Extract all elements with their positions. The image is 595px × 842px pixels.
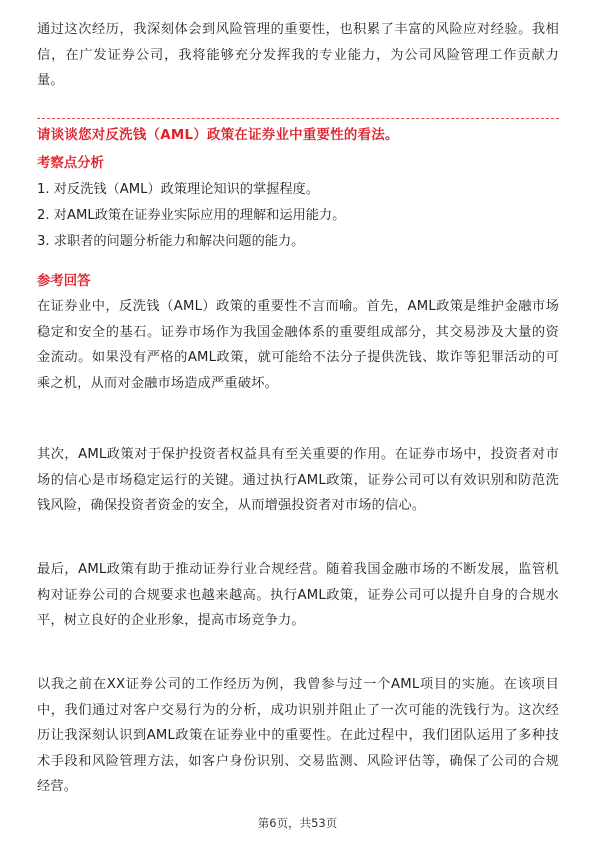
analysis-section [37,154,559,174]
answer-paragraph-block [37,672,559,800]
question-text: 请谈谈您对反洗钱（AML）政策在证券业中重要性的看法。 [37,128,399,143]
intro-paragraph: 通过这次经历，我深刻体会到风险管理的重要性，也积累了丰富的风险应对经验。我相信，在广发证券公司，我将能够充分发挥我的专业能力，为公司风险管理工作贡献力量。 [37,22,559,89]
analysis-item: 2. 对AML政策在证券业实际应用的理解和运用能力。 [37,208,346,223]
answer-paragraph-block [37,442,559,519]
answer-paragraph: 最后，AML政策有助于推动证券行业合规经营。随着我国金融市场的不断发展，监管机构对证券公司的合规要求也越来越高。执行AML政策，证券公司可以提升自身的合规水平，树立良好的企业形象，提高市场竞争力。 [37,562,559,629]
answer-title: 参考回答 [37,274,91,289]
answer-section [37,272,559,292]
answer-paragraph: 其次，AML政策对于保护投资者权益具有至关重要的作用。在证券市场中，投资者对市场的信心是市场稳定运行的关键。通过执行AML政策，证券公司可以有效识别和防范洗钱风险，确保投资者资金的安全，从而增强投资者对市场的信心。 [37,447,559,514]
analysis-title: 考察点分析 [37,156,104,171]
analysis-list [37,177,559,255]
page-number: 第6页，共53页 [257,816,338,830]
analysis-item: 3. 求职者的问题分析能力和解决问题的能力。 [37,234,305,249]
answer-paragraph-block [37,557,559,634]
intro-section [37,17,559,94]
answer-paragraph: 在证券业中，反洗钱（AML）政策的重要性不言而喻。首先，AML政策是维护金融市场稳定和安全的基石。证券市场作为我国金融体系的重要组成部分，其交易涉及大量的资金流动。如果没有严格的AML政策，就可能给不法分子提供洗钱、欺诈等犯罪活动的可乘之机，从而对金融市场造成严重破坏。 [37,299,559,391]
question-divider [37,118,559,119]
answer-paragraph: 以我之前在XX证券公司的工作经历为例，我曾参与过一个AML项目的实施。在该项目中，我们通过对客户交易行为的分析，成功识别并阻止了一次可能的洗钱行为。这次经历让我深刻认识到AML政策在证券业中的重要性。在此过程中，我们团队运用了多种技术手段和风险管理方法，如客户身份识别、交易监测、风险评估等，确保了公司的合规经营。 [37,677,559,795]
answer-paragraph-block [37,294,559,396]
question-section [37,126,559,146]
analysis-item: 1. 对反洗钱（AML）政策理论知识的掌握程度。 [37,182,319,197]
